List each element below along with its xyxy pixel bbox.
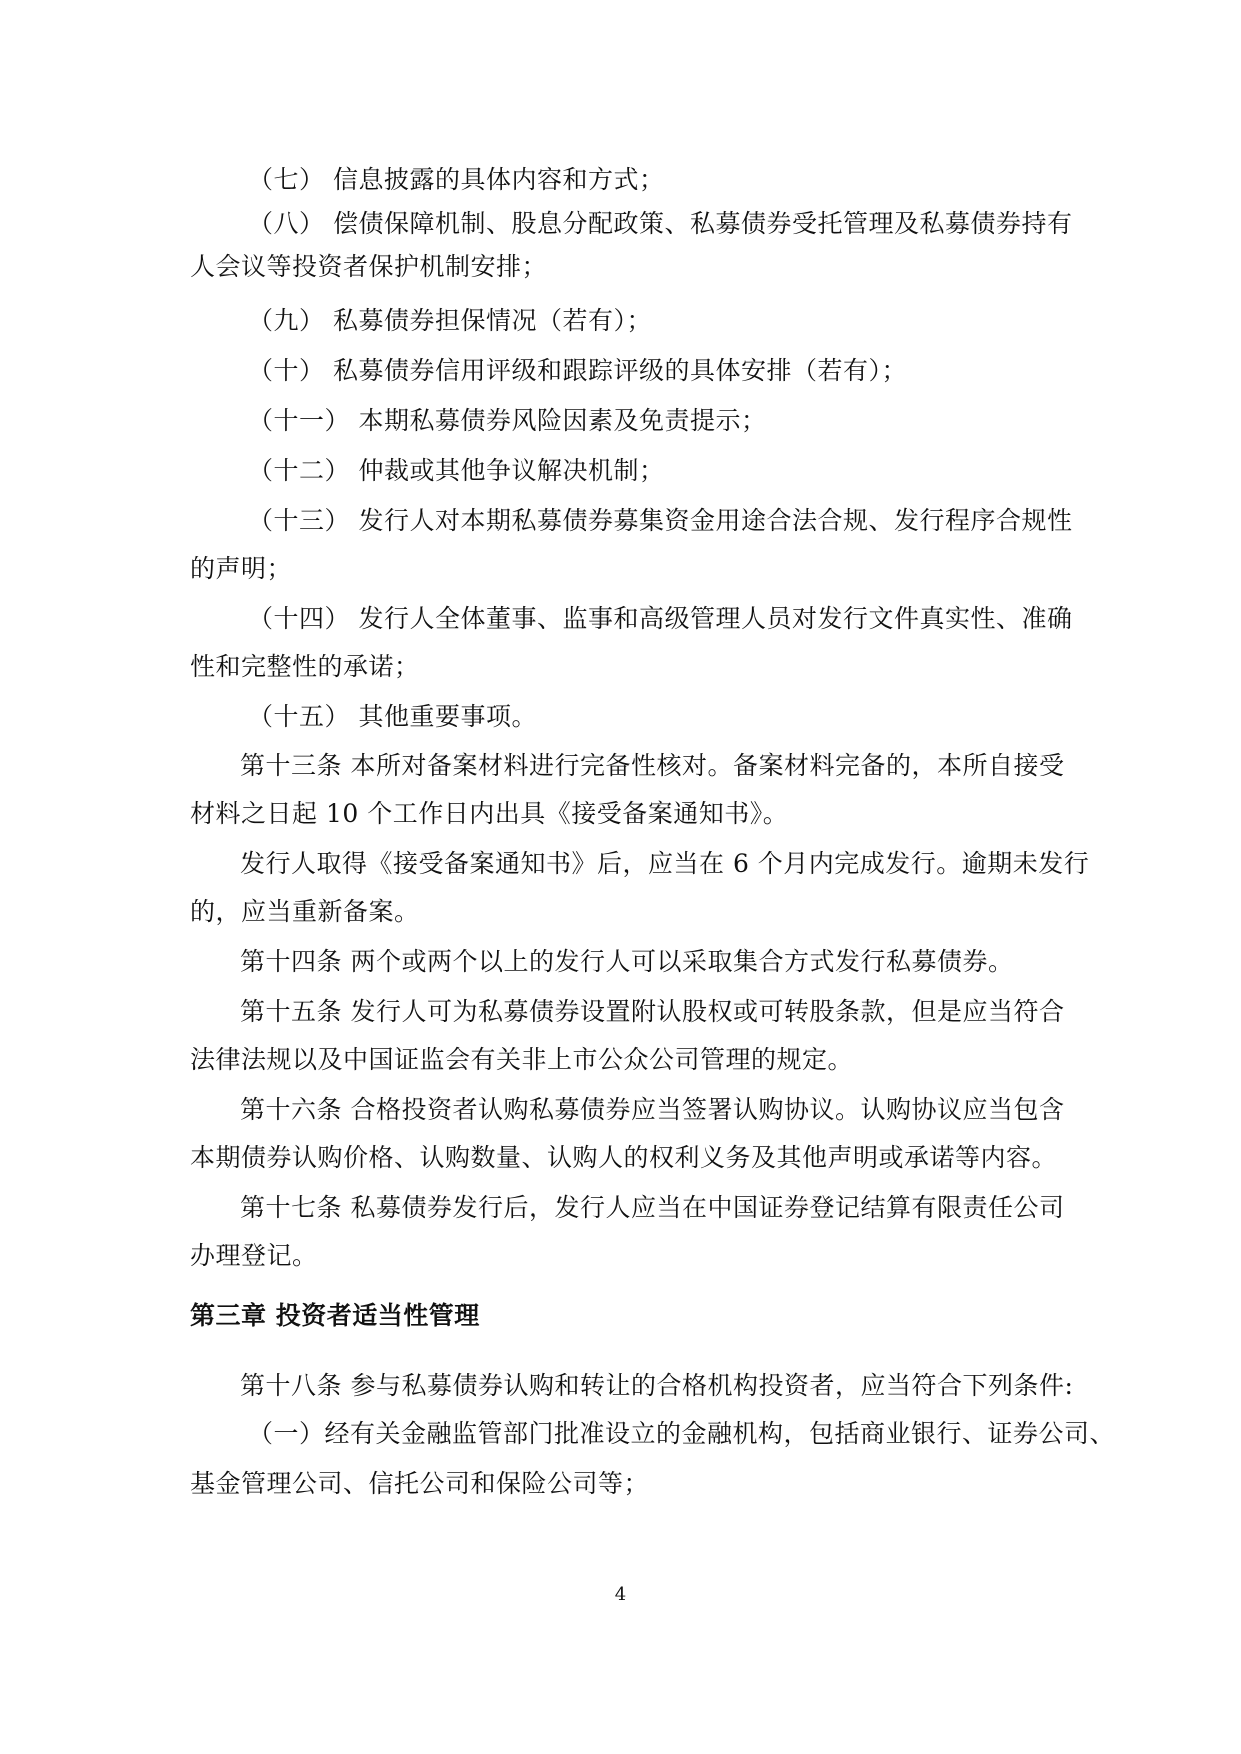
body-line: （八） 偿债保障机制、股息分配政策、私募债券受托管理及私募债券持有: [248, 209, 1073, 238]
body-line: 材料之日起 10 个工作日内出具《接受备案通知书》。: [190, 799, 789, 828]
body-line: 的声明；: [190, 554, 293, 583]
body-line: 第十八条 参与私募债券认购和转让的合格机构投资者，应当符合下列条件:: [240, 1371, 1074, 1400]
body-line: 本期债券认购价格、认购数量、认购人的权利义务及其他声明或承诺等内容。: [190, 1143, 1058, 1172]
body-line: （十五） 其他重要事项。: [248, 702, 537, 731]
body-line: （一）经有关金融监管部门批准设立的金融机构，包括商业银行、证券公司、: [248, 1419, 1116, 1448]
body-line: 人会议等投资者保护机制安排；: [190, 252, 548, 281]
body-line: （十） 私募债券信用评级和跟踪评级的具体安排（若有）；: [248, 356, 907, 385]
body-line: （七） 信息披露的具体内容和方式；: [248, 165, 665, 194]
body-line: 的，应当重新备案。: [190, 897, 420, 926]
body-line: 第十六条 合格投资者认购私募债券应当签署认购协议。认购协议应当包含: [240, 1095, 1065, 1124]
page-number: 4: [614, 1584, 627, 1605]
body-line: （十一） 本期私募债券风险因素及免责提示；: [248, 406, 767, 435]
body-line: 发行人取得《接受备案通知书》后，应当在 6 个月内完成发行。逾期未发行: [240, 849, 1090, 878]
body-line: 基金管理公司、信托公司和保险公司等；: [190, 1469, 650, 1498]
body-line: （九） 私募债券担保情况（若有）；: [248, 306, 652, 335]
body-line: 第十七条 私募债券发行后，发行人应当在中国证券登记结算有限责任公司: [240, 1193, 1065, 1222]
body-line: 法律法规以及中国证监会有关非上市公众公司管理的规定。: [190, 1045, 854, 1074]
body-line: （十二） 仲裁或其他争议解决机制；: [248, 456, 665, 485]
body-line: （十四） 发行人全体董事、监事和高级管理人员对发行文件真实性、准确: [248, 604, 1073, 633]
body-line: 性和完整性的承诺；: [190, 652, 420, 681]
body-line: 第十五条 发行人可为私募债券设置附认股权或可转股条款，但是应当符合: [240, 997, 1065, 1026]
body-line: （十三） 发行人对本期私募债券募集资金用途合法合规、发行程序合规性: [248, 506, 1073, 535]
body-line: 第十三条 本所对备案材料进行完备性核对。备案材料完备的，本所自接受: [240, 751, 1065, 780]
chapter-heading: 第三章 投资者适当性管理: [190, 1301, 480, 1330]
body-line: 第十四条 两个或两个以上的发行人可以采取集合方式发行私募债券。: [240, 947, 1014, 976]
body-line: 办理登记。: [190, 1241, 318, 1270]
